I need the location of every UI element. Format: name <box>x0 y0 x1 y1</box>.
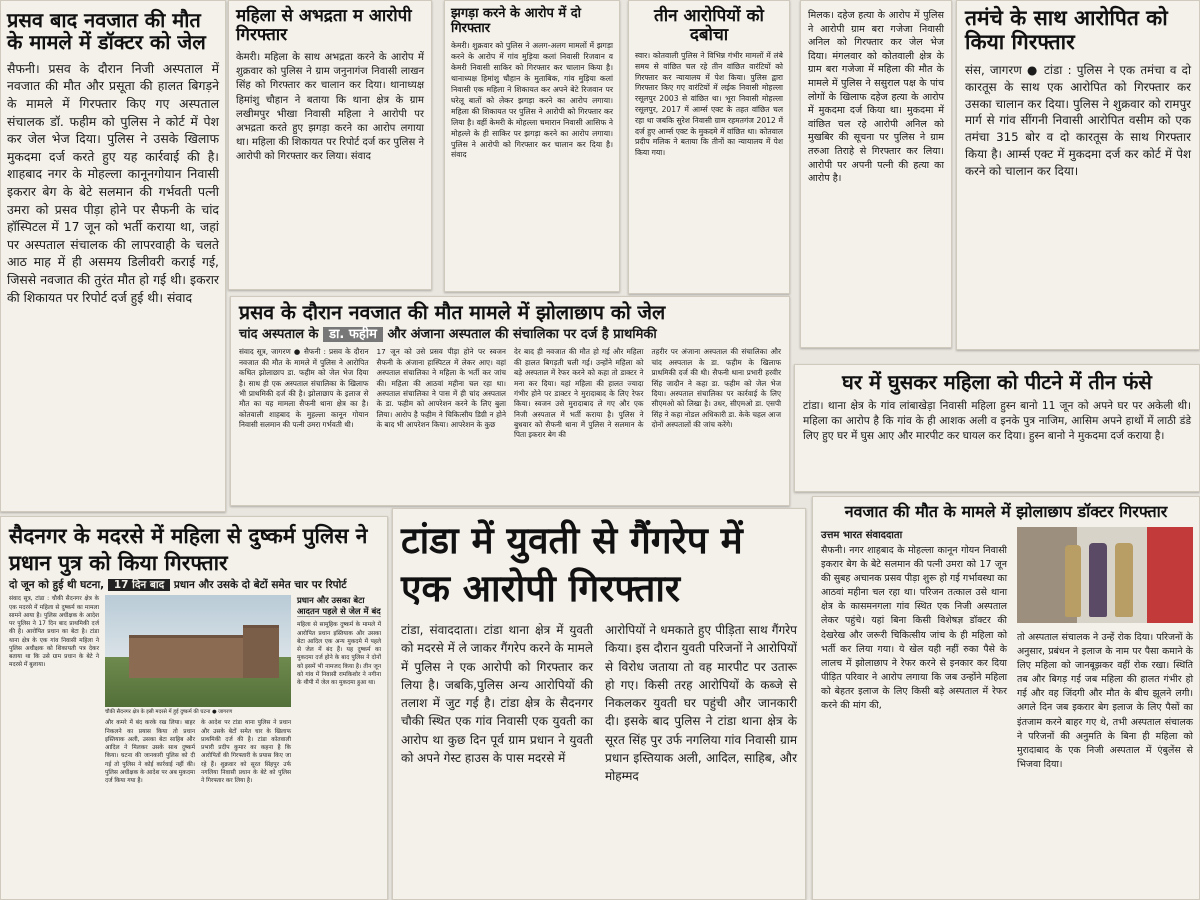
clipping-quack-doctor-arrested <box>812 496 1200 900</box>
subheadline-pre: चांद अस्पताल के <box>239 326 319 342</box>
headline: तमंचे के साथ आरोपित को किया गिरफ्तार <box>965 6 1168 54</box>
subheadline-post: प्रधान और उसके दो बेटों समेत चार पर रिपोर्ट <box>173 578 347 591</box>
subheadline-tag: 17 दिन बाद <box>108 579 170 592</box>
headline: सैदनगर के मदरसे में महिला से दुष्कर्म पुलिस ने प्रधान पुत्र को किया गिरफ्तार <box>9 524 368 575</box>
article-column-4: तहरीर पर अंजाना अस्पताल की संचालिका और चांद अस्पताल के डा. फहीम के खिलाफ प्राथमिकी दर्ज की थी। सैफनी थाना प्रभारी हरवीर सिंह जादौन ने कहा डा. फहीम को जेल भेज दिया। अस्पताल संचालिका पर कार्रवाई के लिए सीएमओ को लिखा है। उधर, सीएमओ डा. एसपी सिंह ने कहा नोडल अधिकारी डा. केके चहल आज दोनों अस्पतालों की जांच करेंगे। <box>651 347 781 429</box>
headline: घर में घुसकर महिला को पीटने में तीन फंसे <box>842 370 1152 394</box>
article-column-1: संवाद सूत्र, टांडा : चौकी सैदनगर क्षेत्र के एक मदरसे में महिला से दुष्कर्म का मामला सामने आया है। पुलिस अधीक्षक के आदेश पर पुलिस ने 17 दिन बाद प्राथमिकी दर्ज की है। आरोपित प्रधान का बेटा है। टांडा थाना क्षेत्र के एक गांव निवासी महिला ने पुलिस अधीक्षक को शिकायती पत्र देकर बताया था कि उसे ग्राम प्रधान के बेटे ने मदरसे में बुलाया। <box>9 596 99 669</box>
clipping-dowry-murder <box>800 0 952 348</box>
article-body: मिलक। दहेज हत्या के आरोप में पुलिस ने आरोपी ग्राम बरा गजेजा निवासी अनिल को गिरफ्तार कर जेल भेज दिया। मंगलवार को कोतवाली क्षेत्र के ग्राम बरा गजेजा में महिला की मौत के मामले में पुलिस ने ससुराल पक्ष के पांच लोगों के खिलाफ दहेज हत्या के आरोप में मुकदमा दर्ज किया था। मुकदमा में वांछित चल रहे आरोपी अनिल को मुखबिर की सूचना पर पुलिस ने ग्राम तरुआ तिराहे से गिरफ्तार कर लिया। आरोपी पर अपनी पत्नी की हत्या का आरोप है। <box>808 10 944 185</box>
article-body: टांडा। थाना क्षेत्र के गांव लांबाखेड़ा निवासी महिला हुस्न बानो 11 जून को अपने घर पर अकेली थी। महिला का आरोप है कि गांव के ही आशक अली व इनके पुत्र नाजिम, आसिम अपने हाथों में लाठी डंडे लिए हुए घर में घुस आए और मारपीट कर घायल कर दिया। हुस्न बानो ने मुकदमा दर्ज कराया है। <box>803 400 1191 443</box>
article-body: केमरी। शुक्रवार को पुलिस ने अलग-अलग मामलों में झगड़ा करने के आरोप में गांव मुड़िया कलां निवासी रिजवान व केमरी निवासी साकिर को गिरफ्तार कर चालान किया है। थानाध्यक्ष हिमांशु चौहान के मुताबिक, गांव मुड़िया कलां निवासी एक महिला ने शिकायत कर अपने बेटे रिजवान पर घरेलू बातों को लेकर झगड़ा करने का आरोप लगाया। महिला की शिकायत पर पुलिस ने आरोपी को गिरफ्तार कर लिया है। वहीं केमरी के मोहल्ला चमारान निवासी आसिफ ने मोहल्ले के ही साकिर पर झगड़ा करने का आरोप लगाया। पुलिस ने आरोपी को गिरफ्तार कर चालान कर दिया है। संवाद <box>451 41 613 160</box>
madrasa-building <box>129 635 259 678</box>
article-column-3: के आदेश पर टांडा थाना पुलिस ने प्रधान और उसके बेटों समेत चार के खिलाफ प्राथमिकी दर्ज की है। टांडा कोतवाली प्रभारी प्रदीप कुमार का कहना है कि आरोपितों की गिरफ्तारी के प्रयास किए जा रहे हैं। शुक्रवार को सूरत सिंहपुर उर्फ नगलिया निवासी प्रधान के बेटे को पुलिस ने गिरफ्तार कर लिया है। <box>201 720 291 785</box>
police-photo <box>1017 527 1193 623</box>
subheadline-post: और अंजाना अस्पताल की संचालिका पर दर्ज है प्राथमिकी <box>387 326 657 342</box>
article-column-2: तो अस्पताल संचालक ने उन्हें रोक दिया। परिजनों के अनुसार, प्रबंधन ने इलाज के नाम पर पैसा कमाने के लिए महिला को जानबूझकर वहीं रोक रखा। स्थिति तब और बिगड़ गई जब महिला की हालत गंभीर हो गई और वह जिंदगी और मौत के बीच झूलने लगी।अगले दिन जब इकरार बेग इलाज के लिए पैसों का इंतजाम करने बाहर गए थे, तभी अस्पताल संचालक ने परिजनों की अनुमति के बिना ही महिला को मुरादाबाद के एक निजी अस्पताल में एंबुलेंस से भिजवा दिया। <box>1017 631 1193 770</box>
subheadline <box>239 327 781 343</box>
byline: उत्तम भारत संवाददाता <box>821 529 903 541</box>
clipping-doctor-jailed <box>0 0 226 512</box>
article-column-2: और कमरे में बंद करके रख लिया। बाहर निकलने का प्रयास किया तो प्रधान इस्तियाक अली, उसका बेटा साहिब और आदिल ने मिलकर उसके साथ दुष्कर्म किया। घटना की जानकारी पुलिस को दी गई तो पुलिस ने कोई कार्रवाई नहीं की। पुलिस अधीक्षक के आदेश पर अब मुकदमा दर्ज किया गया है। <box>105 720 195 785</box>
headline: तीन आरोपियों को दबोचा <box>654 6 764 46</box>
subheadline <box>9 579 379 592</box>
article-body: सैफनी। प्रसव के दौरान निजी अस्पताल में नवजात की मौत और प्रसूता की हालत बिगड़ने के मामले में गिरफ्तार किए गए अस्पताल संचालक डॉ. फहीम को पुलिस ने कोर्ट में पेश कर जेल भेज दिया। पुलिस ने उसके खिलाफ मुकदमा दर्ज करते हुए यह कार्रवाई की है। शाहबाद नगर के मोहल्ला कानूनगोयान निवासी इकरार बेग के बेटे सलमान की गर्भवती पत्नी उमरा को प्रसव पीड़ा होने पर सैफनी के चांद हॉस्पिटल में 17 जून को भर्ती कराया था, जहां पर अस्पताल संचालक की लापरवाही के चलते आठ माह में ही असमय डिलीवरी कराई गई, जिससे नवजात की तुरंत मौत हो गई थी। इकरार की शिकायत पर रिपोर्ट दर्ज हुई थी। संवाद <box>7 60 219 305</box>
article-body: केमरी। महिला के साथ अभद्रता करने के आरोप में शुक्रवार को पुलिस ने ग्राम जनुनागंज निवासी लाखन सिंह को गिरफ्तार कर चालान कर दिया। थानाध्यक्ष हिमांशु चौहान ने बताया कि थाना क्षेत्र के ग्राम लखीमपुर भीखा निवासी महिला ने आरोपी पर अभद्रता करते हुए झगड़ा करने का आरोप लगाया था। महिला की शिकायत पर रिपोर्ट दर्ज कर पुलिस ने आरोपी को गिरफ्तार कर लिया। संवाद <box>236 52 424 163</box>
article-area <box>9 595 379 865</box>
clipping-fight-two-arrested <box>444 0 620 292</box>
clipping-misconduct-arrest <box>228 0 432 290</box>
left-column <box>821 527 1007 713</box>
subheadline-tag: डा. फहीम <box>323 327 383 343</box>
photo-caption: चौकी सैदनगर क्षेत्र के इसी मदरसे में हुई दुष्कर्म की घटना ● जागरण <box>105 709 233 716</box>
article-body: संस, जागरण ● टांडा : पुलिस ने एक तमंचा व दो कारतूस के साथ एक आरोपित को गिरफ्तार कर उसका चालान कर दिया। पुलिस ने शुक्रवार को रामपुर मार्ग से गांव सींगनी निवासी आरोपित वसीम को एक तमंचा 315 बोर व दो कारतूस के साथ गिरफ्तार किया है। आर्म्स एक्ट में मुकदमा दर्ज कर कोर्ट में पेश करने को चालान कर दिया। <box>965 63 1191 178</box>
subheadline-pre: दो जून को हुई थी घटना, <box>9 578 105 591</box>
article-column-2: आरोपियों ने धमकाते हुए पीड़िता साथ गैंगरेप किया। इस दौरान युवती परिजनों ने आरोपियों से विरोध जताया तो वह मारपीट पर उतारू हो गए। किसी तरह आरोपियों के कब्जे से निकलकर युवती घर पहुंची और जानकारी दी। इसके बाद पुलिस ने टांडा थाना क्षेत्र के सूरत सिंह पुर उर्फ नगलिया गांव निवासी ग्राम प्रधान इस्तियाक अली, आदिल, साहिब, और मोहम्मद <box>605 623 798 784</box>
side-box-body: महिला से सामूहिक दुष्कर्म के मामले में आरोपित प्रधान इस्तियाक और उसका बेटा आदिल एक अन्य मुकदमे में पहले से जेल में बंद हैं। यह दुष्कर्म का मुकदमा दर्ज होने के बाद पुलिस ने दोनों को इसमें भी नामजद किया है। तीन जून को गांव में निवासी रामकिशोर ने नगीना के थीपी में जेल का मुकदमा हुआ था। <box>297 622 381 687</box>
madrasa-photo <box>105 595 291 707</box>
clipping-quack-jailed <box>230 296 790 506</box>
red-wall <box>1147 527 1193 623</box>
article-column-1: संवाद सूत्र, जागरण ● सैफनी : प्रसव के दौरान नवजात की मौत के मामले में पुलिस ने आरोपित कथित झोलाछाप डा. फहीम को जेल भेज दिया है। साथ ही एक अस्पताल संचालिका के खिलाफ भी प्राथमिकी दर्ज की है। झोलाछाप के इलाज से मौत का यह मामला सैफनी थाना क्षेत्र का है। कोतवाली शाहबाद के मुहल्ला कानून गोयान निवासी सलमान की पत्नी उमरा गर्भवती थी। <box>239 347 369 429</box>
police-officer-left <box>1065 545 1081 617</box>
headline: प्रसव के दौरान नवजात की मौत मामले में झोलाछाप को जेल <box>239 301 666 324</box>
article-column-2: 17 जून को उसे प्रसव पीड़ा होने पर स्वजन सैफनी के अंजाना हास्पिटल में लेकर आए। वहां अस्पताल संचालिका ने महिला के भर्ती कर जांच की। महिला की आठवां महीना चल रहा था। अस्पताल संचालिका ने पास में ही चांद अस्पताल के डा. फहीम को आपरेशन करने के लिए बुला लिया। आरोप है फहीम ने चिकित्सीय डिग्री न होने के बाद भी आपरेशन किया। आपरेशन के कुछ <box>376 347 506 429</box>
clipping-countrymade-pistol <box>956 0 1200 350</box>
article-column-1: टांडा, संवाददाता। टांडा थाना क्षेत्र में युवती को मदरसे में ले जाकर गैंगरेप करने के मामले में पुलिस ने एक आरोपी को गिरफ्तार कर लिया है। जबकि,पुलिस अन्य आरोपियों की तलाश में जुट गई है। टांडा क्षेत्र के सैदनगर चौकी स्थित एक गांव निवासी एक युवती का आरोप था कुछ दिन पूर्व ग्राम प्रधान ने युवती को अपने गेस्ट हाउस के पास मदरसे में <box>401 623 593 765</box>
headline: झगड़ा करने के आरोप में दो गिरफ्तार <box>451 6 581 36</box>
headline: महिला से अभद्रता म आरोपी गिरफ्तार <box>236 6 412 46</box>
headline: टांडा में युवती से गैंगरेप में एक आरोपी गिरफ्तार <box>401 519 743 611</box>
article-column-3: देर बाद ही नवजात की मौत हो गई और महिला की हालत बिगड़ती चली गई। उन्होंने महिला को बड़े अस्पताल में रेफर करने को कहा तो डाक्टर ने मना कर दिया। यहां महिला की हालत ज्यादा गंभीर होने पर डाक्टर ने मुरादाबाद के लिए रेफर किया। स्वजन उसे मुरादाबाद ले गए और एक निजी अस्पताल में भर्ती कराया है। पुलिस ने बुधवार को सैफनी थाना में पुलिस ने सलमान के पिता इकरार बेग की <box>514 347 644 440</box>
accused-person <box>1089 543 1107 617</box>
article-body: स्वार। कोतवाली पुलिस ने विभिन्न गंभीर मामलों में लंबे समय से वांछित चल रहे तीन वांछित वारंटियों को गिरफ्तार कर न्यायालय में पेश किया। पुलिस द्वारा गिरफ्तार किए गए वारंटियों में लईक निवासी मोहल्ला रसूलपुर 2003 से वांछित था। भूरा निवासी मोहल्ला रसूलपुर, 2017 में आर्म्स एक्ट के तहत वांछित चल रहा था जबकि सुरेश निवासी ग्राम रहमतगंज 2012 में दर्ज हुए आर्म्स एक्ट के मुकदमे में वांछित था। कोतवाल प्रदीप मलिक ने बताया कि तीनों का न्यायालय में पेश किया गया। <box>635 51 783 158</box>
clipping-gangrape-arrest <box>392 508 806 900</box>
police-officer-right <box>1115 543 1133 617</box>
clipping-woman-beaten <box>794 364 1200 492</box>
article-columns <box>239 347 781 440</box>
side-box-headline: प्रधान और उसका बेटा आदतन पहले से जेल में बंद <box>297 595 381 616</box>
madrasa-building-wing <box>243 625 279 678</box>
article-columns <box>401 621 797 785</box>
headline: प्रसव बाद नवजात की मौत के मामले में डॉक्टर को जेल <box>7 8 206 55</box>
article-column-1: सैफनी। नगर शाहबाद के मोहल्ला कानून गोयन निवासी इकरार बेग के बेटे सलमान की पत्नी उमरा को 17 जून की सुबह अचानक प्रसव पीड़ा शुरू हो गई गर्भावस्था का आठवां महीना चल रहा था। परिजन तत्काल उसे थाना क्षेत्र के कासमनगला गांव स्थित एक निजी अस्पताल लेकर पहुंचे। यहां बिना किसी विशेषज्ञ डॉक्टर की देखरेख और जरूरी चिकित्सीय जांच के ही महिला को भर्ती कर लिया गया। ये खेल यही नहीं रुका पैसे के लालच में झोलाछाप ने रेफर करने से इनकार कर दिया पीड़ित परिवार ने आरोप लगाया कि जब उन्होंने महिला को बेहतर इलाज के लिए किसी बड़े अस्पताल में रेफर करने की मांग की, <box>821 544 1007 712</box>
headline: नवजात की मौत के मामले में झोलाछाप डॉक्टर गिरफ्तार <box>844 502 1168 521</box>
clipping-madrasa-assault <box>0 516 388 900</box>
side-box <box>297 595 381 687</box>
article-area <box>821 527 1191 887</box>
clipping-three-accused-nabbed <box>628 0 790 294</box>
